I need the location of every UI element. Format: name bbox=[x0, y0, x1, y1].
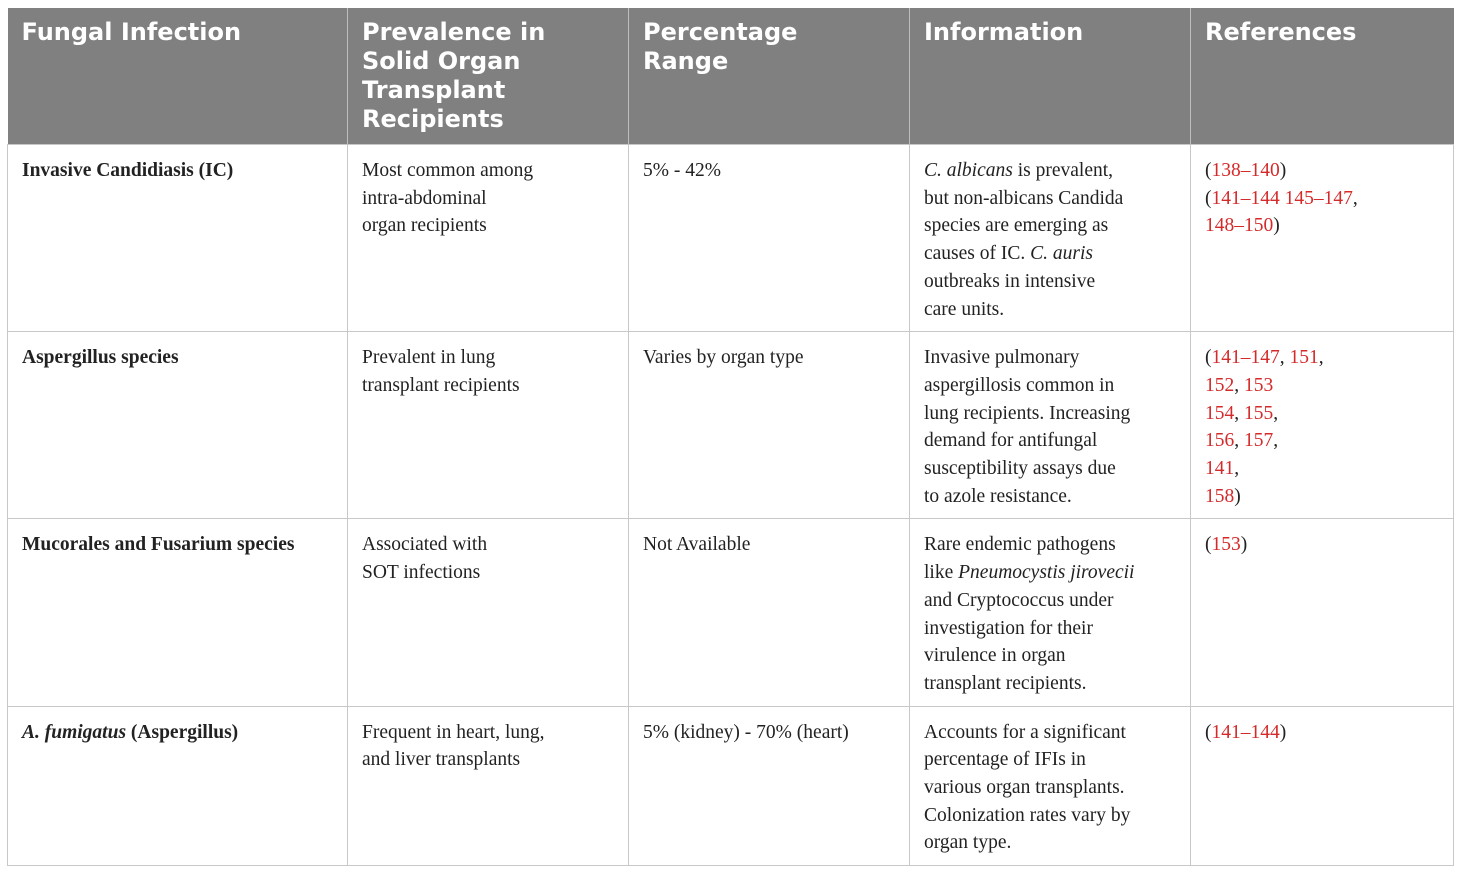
range-text: Not Available bbox=[643, 534, 751, 556]
cell-information bbox=[910, 332, 1191, 519]
info-line: organ type. bbox=[924, 832, 1012, 854]
header-text: Solid Organ bbox=[362, 47, 521, 75]
info-line: lung recipients. Increasing bbox=[924, 402, 1131, 424]
info-text: like bbox=[924, 562, 959, 584]
info-line: Colonization rates vary by bbox=[924, 804, 1131, 826]
prevalence-text: Frequent in heart, lung, bbox=[362, 721, 545, 743]
table-body bbox=[8, 145, 1454, 866]
cell-range bbox=[629, 519, 910, 706]
table-header bbox=[8, 8, 1454, 145]
table-row bbox=[8, 706, 1454, 866]
prevalence-text: and liver transplants bbox=[362, 749, 521, 771]
reference-link[interactable]: 148–150 bbox=[1205, 215, 1274, 237]
infection-name: Aspergillus species bbox=[22, 347, 179, 369]
header-text: Recipients bbox=[362, 105, 504, 133]
infection-name: (Aspergillus) bbox=[126, 721, 239, 743]
header-percentage-range bbox=[629, 8, 910, 145]
header-text: Transplant bbox=[362, 76, 506, 104]
reference-link[interactable]: 156 bbox=[1205, 430, 1235, 452]
cell-infection bbox=[8, 145, 348, 332]
ref-line: (141–144) bbox=[1205, 721, 1287, 743]
table-row bbox=[8, 519, 1454, 706]
info-line: aspergillosis common in bbox=[924, 374, 1115, 396]
species-name: Pneumocystis jirovecii bbox=[958, 562, 1135, 584]
reference-link[interactable]: 151 bbox=[1289, 347, 1319, 369]
ref-line: 158) bbox=[1205, 485, 1241, 507]
header-prevalence bbox=[348, 8, 629, 145]
cell-references bbox=[1191, 519, 1454, 706]
header-text: Range bbox=[643, 47, 729, 75]
info-line: virulence in organ bbox=[924, 645, 1066, 667]
info-line: Invasive pulmonary bbox=[924, 347, 1080, 369]
prevalence-text: Most common among bbox=[362, 160, 534, 181]
info-line: susceptibility assays due bbox=[924, 458, 1116, 480]
cell-prevalence bbox=[348, 332, 629, 519]
header-information bbox=[910, 8, 1191, 145]
prevalence-text: Prevalent in lung bbox=[362, 347, 496, 369]
range-text: 5% - 42% bbox=[643, 160, 721, 181]
cell-prevalence bbox=[348, 519, 629, 706]
species-name: A. fumigatus bbox=[22, 721, 127, 743]
prevalence-text: SOT infections bbox=[362, 562, 481, 584]
header-row bbox=[8, 8, 1454, 145]
header-text: Information bbox=[924, 18, 1084, 46]
reference-link[interactable]: 141 bbox=[1205, 458, 1235, 480]
species-name: C. auris bbox=[1030, 243, 1093, 265]
ref-line: (153) bbox=[1205, 534, 1248, 556]
cell-prevalence bbox=[348, 706, 629, 866]
reference-link[interactable]: 153 bbox=[1244, 374, 1274, 396]
range-text: 5% (kidney) - 70% (heart) bbox=[643, 721, 849, 743]
info-line: and Cryptococcus under bbox=[924, 589, 1114, 611]
reference-link[interactable]: 141–144 bbox=[1211, 721, 1280, 743]
cell-references bbox=[1191, 706, 1454, 866]
prevalence-text: organ recipients bbox=[362, 215, 487, 237]
info-text: is prevalent, bbox=[1012, 160, 1114, 181]
header-text: Fungal Infection bbox=[21, 18, 242, 46]
ref-line: 152, 153 bbox=[1205, 374, 1274, 396]
prevalence-text: intra-abdominal bbox=[362, 187, 487, 209]
cell-range bbox=[629, 145, 910, 332]
info-line: care units. bbox=[924, 298, 1005, 320]
infection-name: Invasive Candidiasis (IC) bbox=[22, 160, 234, 181]
header-text: Prevalence in bbox=[362, 18, 546, 46]
cell-prevalence bbox=[348, 145, 629, 332]
cell-infection bbox=[8, 519, 348, 706]
info-line: percentage of IFIs in bbox=[924, 749, 1086, 771]
info-line: investigation for their bbox=[924, 617, 1093, 639]
reference-link[interactable]: 153 bbox=[1211, 534, 1241, 556]
infection-name: Mucorales and Fusarium species bbox=[22, 534, 295, 556]
range-text: Varies by organ type bbox=[643, 347, 804, 369]
info-line: outbreaks in intensive bbox=[924, 270, 1096, 292]
reference-link[interactable]: 138–140 bbox=[1211, 160, 1280, 181]
reference-link[interactable]: 157 bbox=[1244, 430, 1274, 452]
header-text: References bbox=[1205, 18, 1357, 46]
ref-line: 148–150) bbox=[1205, 215, 1280, 237]
info-line bbox=[924, 240, 1178, 268]
header-text: Percentage bbox=[643, 18, 798, 46]
ref-line: (138–140) bbox=[1205, 160, 1287, 181]
cell-references bbox=[1191, 332, 1454, 519]
header-references bbox=[1191, 8, 1454, 145]
cell-range bbox=[629, 706, 910, 866]
info-line bbox=[924, 559, 1178, 587]
info-line bbox=[924, 157, 1178, 185]
ref-line: 154, 155, bbox=[1205, 402, 1279, 424]
cell-references bbox=[1191, 145, 1454, 332]
ref-line: 141, bbox=[1205, 458, 1240, 480]
cell-information bbox=[910, 145, 1191, 332]
info-line: but non-albicans Candida bbox=[924, 187, 1124, 209]
cell-information bbox=[910, 706, 1191, 866]
reference-link[interactable]: 141–144 145–147 bbox=[1211, 187, 1353, 209]
header-fungal-infection bbox=[8, 8, 348, 145]
info-line: transplant recipients. bbox=[924, 672, 1087, 694]
reference-link[interactable]: 158 bbox=[1205, 485, 1235, 507]
table-row bbox=[8, 332, 1454, 519]
reference-link[interactable]: 152 bbox=[1205, 374, 1235, 396]
fungal-infection-table bbox=[7, 8, 1454, 866]
ref-line: (141–144 145–147, bbox=[1205, 187, 1358, 209]
ref-line: (141–147, 151, bbox=[1205, 347, 1324, 369]
reference-link[interactable]: 154 bbox=[1205, 402, 1235, 424]
species-name: C. albicans bbox=[924, 160, 1013, 181]
info-line: Accounts for a significant bbox=[924, 721, 1126, 743]
info-line: Rare endemic pathogens bbox=[924, 534, 1116, 556]
reference-link[interactable]: 141–147 bbox=[1211, 347, 1280, 369]
info-line: demand for antifungal bbox=[924, 430, 1098, 452]
cell-range bbox=[629, 332, 910, 519]
prevalence-text: Associated with bbox=[362, 534, 488, 556]
reference-link[interactable]: 155 bbox=[1244, 402, 1274, 424]
prevalence-text: transplant recipients bbox=[362, 374, 520, 396]
info-line: to azole resistance. bbox=[924, 485, 1072, 507]
info-text: causes of IC. bbox=[924, 243, 1031, 265]
info-line: various organ transplants. bbox=[924, 777, 1125, 799]
info-line: species are emerging as bbox=[924, 215, 1109, 237]
ref-line: 156, 157, bbox=[1205, 430, 1279, 452]
cell-information bbox=[910, 519, 1191, 706]
table-row bbox=[8, 145, 1454, 332]
cell-infection bbox=[8, 332, 348, 519]
cell-infection bbox=[8, 706, 348, 866]
